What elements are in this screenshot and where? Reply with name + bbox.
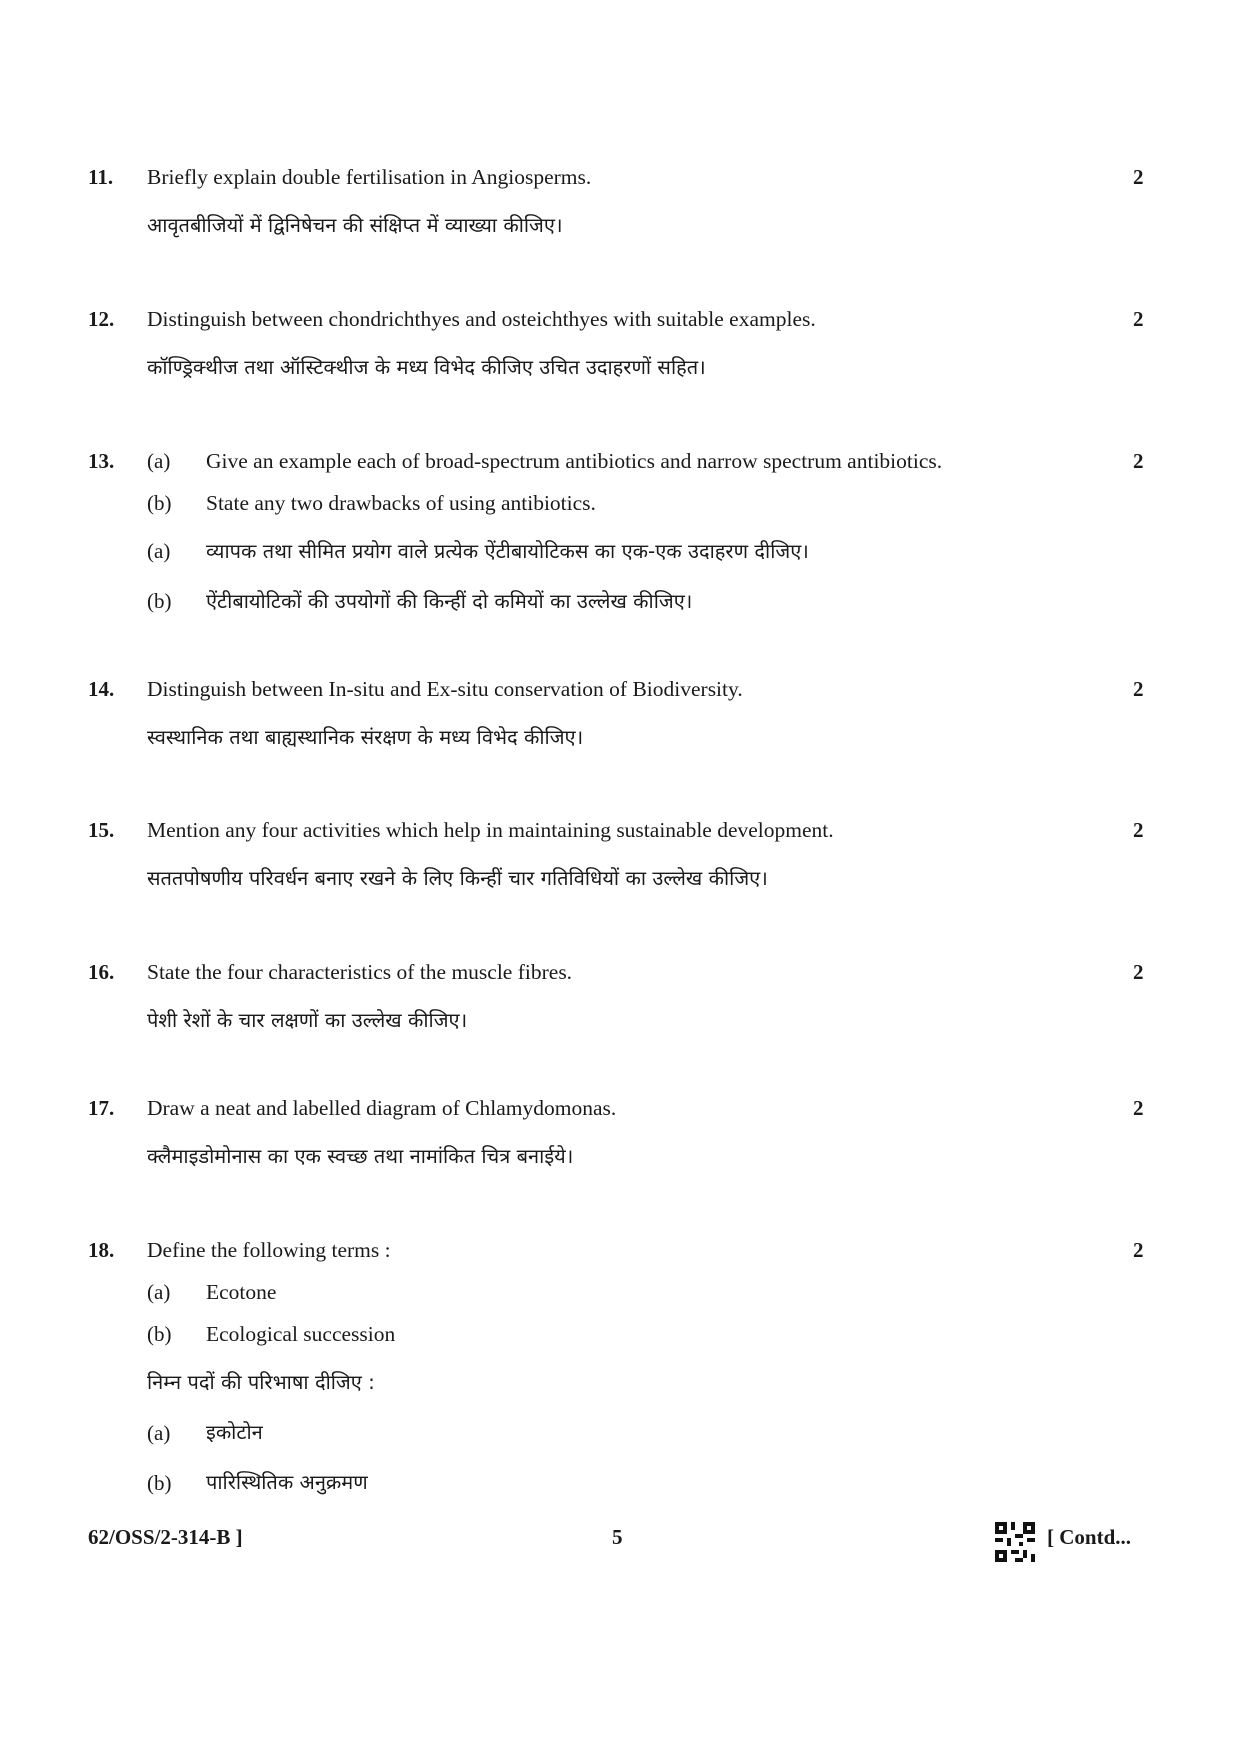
question-text-en: Distinguish between chondrichthyes and osteichthyes with suitable examples. xyxy=(147,307,816,331)
part-text-hi: इकोटोन xyxy=(206,1420,263,1444)
question-text-en: Draw a neat and labelled diagram of Chlamydomonas. xyxy=(147,1096,617,1120)
part-label: (a) xyxy=(147,539,171,563)
paper-code: 62/OSS/2-314-B ] xyxy=(88,1525,243,1549)
question-text-en: Mention any four activities which help in maintaining sustainable development. xyxy=(147,818,834,842)
marks: 2 xyxy=(1133,1096,1144,1120)
question-number: 15. xyxy=(88,818,115,842)
marks: 2 xyxy=(1133,307,1144,331)
part-label: (a) xyxy=(147,1421,171,1445)
question-text-en: Briefly explain double fertilisation in Angiosperms. xyxy=(147,165,592,189)
marks: 2 xyxy=(1133,677,1144,701)
marks: 2 xyxy=(1133,1238,1144,1262)
part-text-en: Ecotone xyxy=(206,1280,277,1304)
part-text-en: Ecological succession xyxy=(206,1322,396,1346)
part-text-en: State any two drawbacks of using antibiotics. xyxy=(206,491,596,515)
question-text-en: State the four characteristics of the muscle fibres. xyxy=(147,960,573,984)
question-text-hi: निम्न पदों की परिभाषा दीजिए : xyxy=(147,1370,375,1394)
question-text-hi: कॉण्ड्रिक्थीज तथा ऑस्टिक्थीज के मध्य विभेद कीजिए उचित उदाहरणों सहित। xyxy=(147,355,706,379)
question-number: 11. xyxy=(88,165,114,189)
qr-code-icon xyxy=(995,1522,1035,1562)
part-label: (a) xyxy=(147,1280,171,1304)
question-text-hi: आवृतबीजियों में द्विनिषेचन की संक्षिप्त में व्याख्या कीजिए। xyxy=(147,213,563,237)
page-number: 5 xyxy=(612,1525,623,1549)
question-number: 16. xyxy=(88,960,115,984)
question-text-hi: सततपोषणीय परिवर्धन बनाए रखने के लिए किन्हीं चार गतिविधियों का उल्लेख कीजिए। xyxy=(147,866,768,890)
part-text-hi: ऐंटीबायोटिकों की उपयोगों की किन्हीं दो कमियों का उल्लेख कीजिए। xyxy=(206,589,693,613)
marks: 2 xyxy=(1133,449,1144,473)
question-number: 18. xyxy=(88,1238,115,1262)
marks: 2 xyxy=(1133,165,1144,189)
question-text-en: Distinguish between In-situ and Ex-situ conservation of Biodiversity. xyxy=(147,677,743,701)
part-label: (a) xyxy=(147,449,171,473)
question-number: 14. xyxy=(88,677,115,701)
part-label: (b) xyxy=(147,491,172,515)
question-text-en: Define the following terms : xyxy=(147,1238,391,1262)
continued-label: [ Contd... xyxy=(1047,1525,1132,1549)
question-number: 17. xyxy=(88,1096,115,1120)
part-label: (b) xyxy=(147,1322,172,1346)
question-number: 12. xyxy=(88,307,115,331)
question-text-hi: स्वस्थानिक तथा बाह्यस्थानिक संरक्षण के मध्य विभेद कीजिए। xyxy=(147,725,584,749)
part-text-hi: पारिस्थितिक अनुक्रमण xyxy=(206,1470,368,1494)
part-label: (b) xyxy=(147,589,172,613)
question-text-hi: क्लैमाइडोमोनास का एक स्वच्छ तथा नामांकित चित्र बनाईये। xyxy=(147,1144,574,1168)
marks: 2 xyxy=(1133,960,1144,984)
part-text-hi: व्यापक तथा सीमित प्रयोग वाले प्रत्येक ऐंटीबायोटिकस का एक-एक उदाहरण दीजिए। xyxy=(206,539,809,563)
question-text-hi: पेशी रेशों के चार लक्षणों का उल्लेख कीजिए। xyxy=(147,1008,468,1032)
part-label: (b) xyxy=(147,1471,172,1495)
part-text-en: Give an example each of broad-spectrum antibiotics and narrow spectrum antibiotics. xyxy=(206,449,943,473)
question-number: 13. xyxy=(88,449,115,473)
marks: 2 xyxy=(1133,818,1144,842)
